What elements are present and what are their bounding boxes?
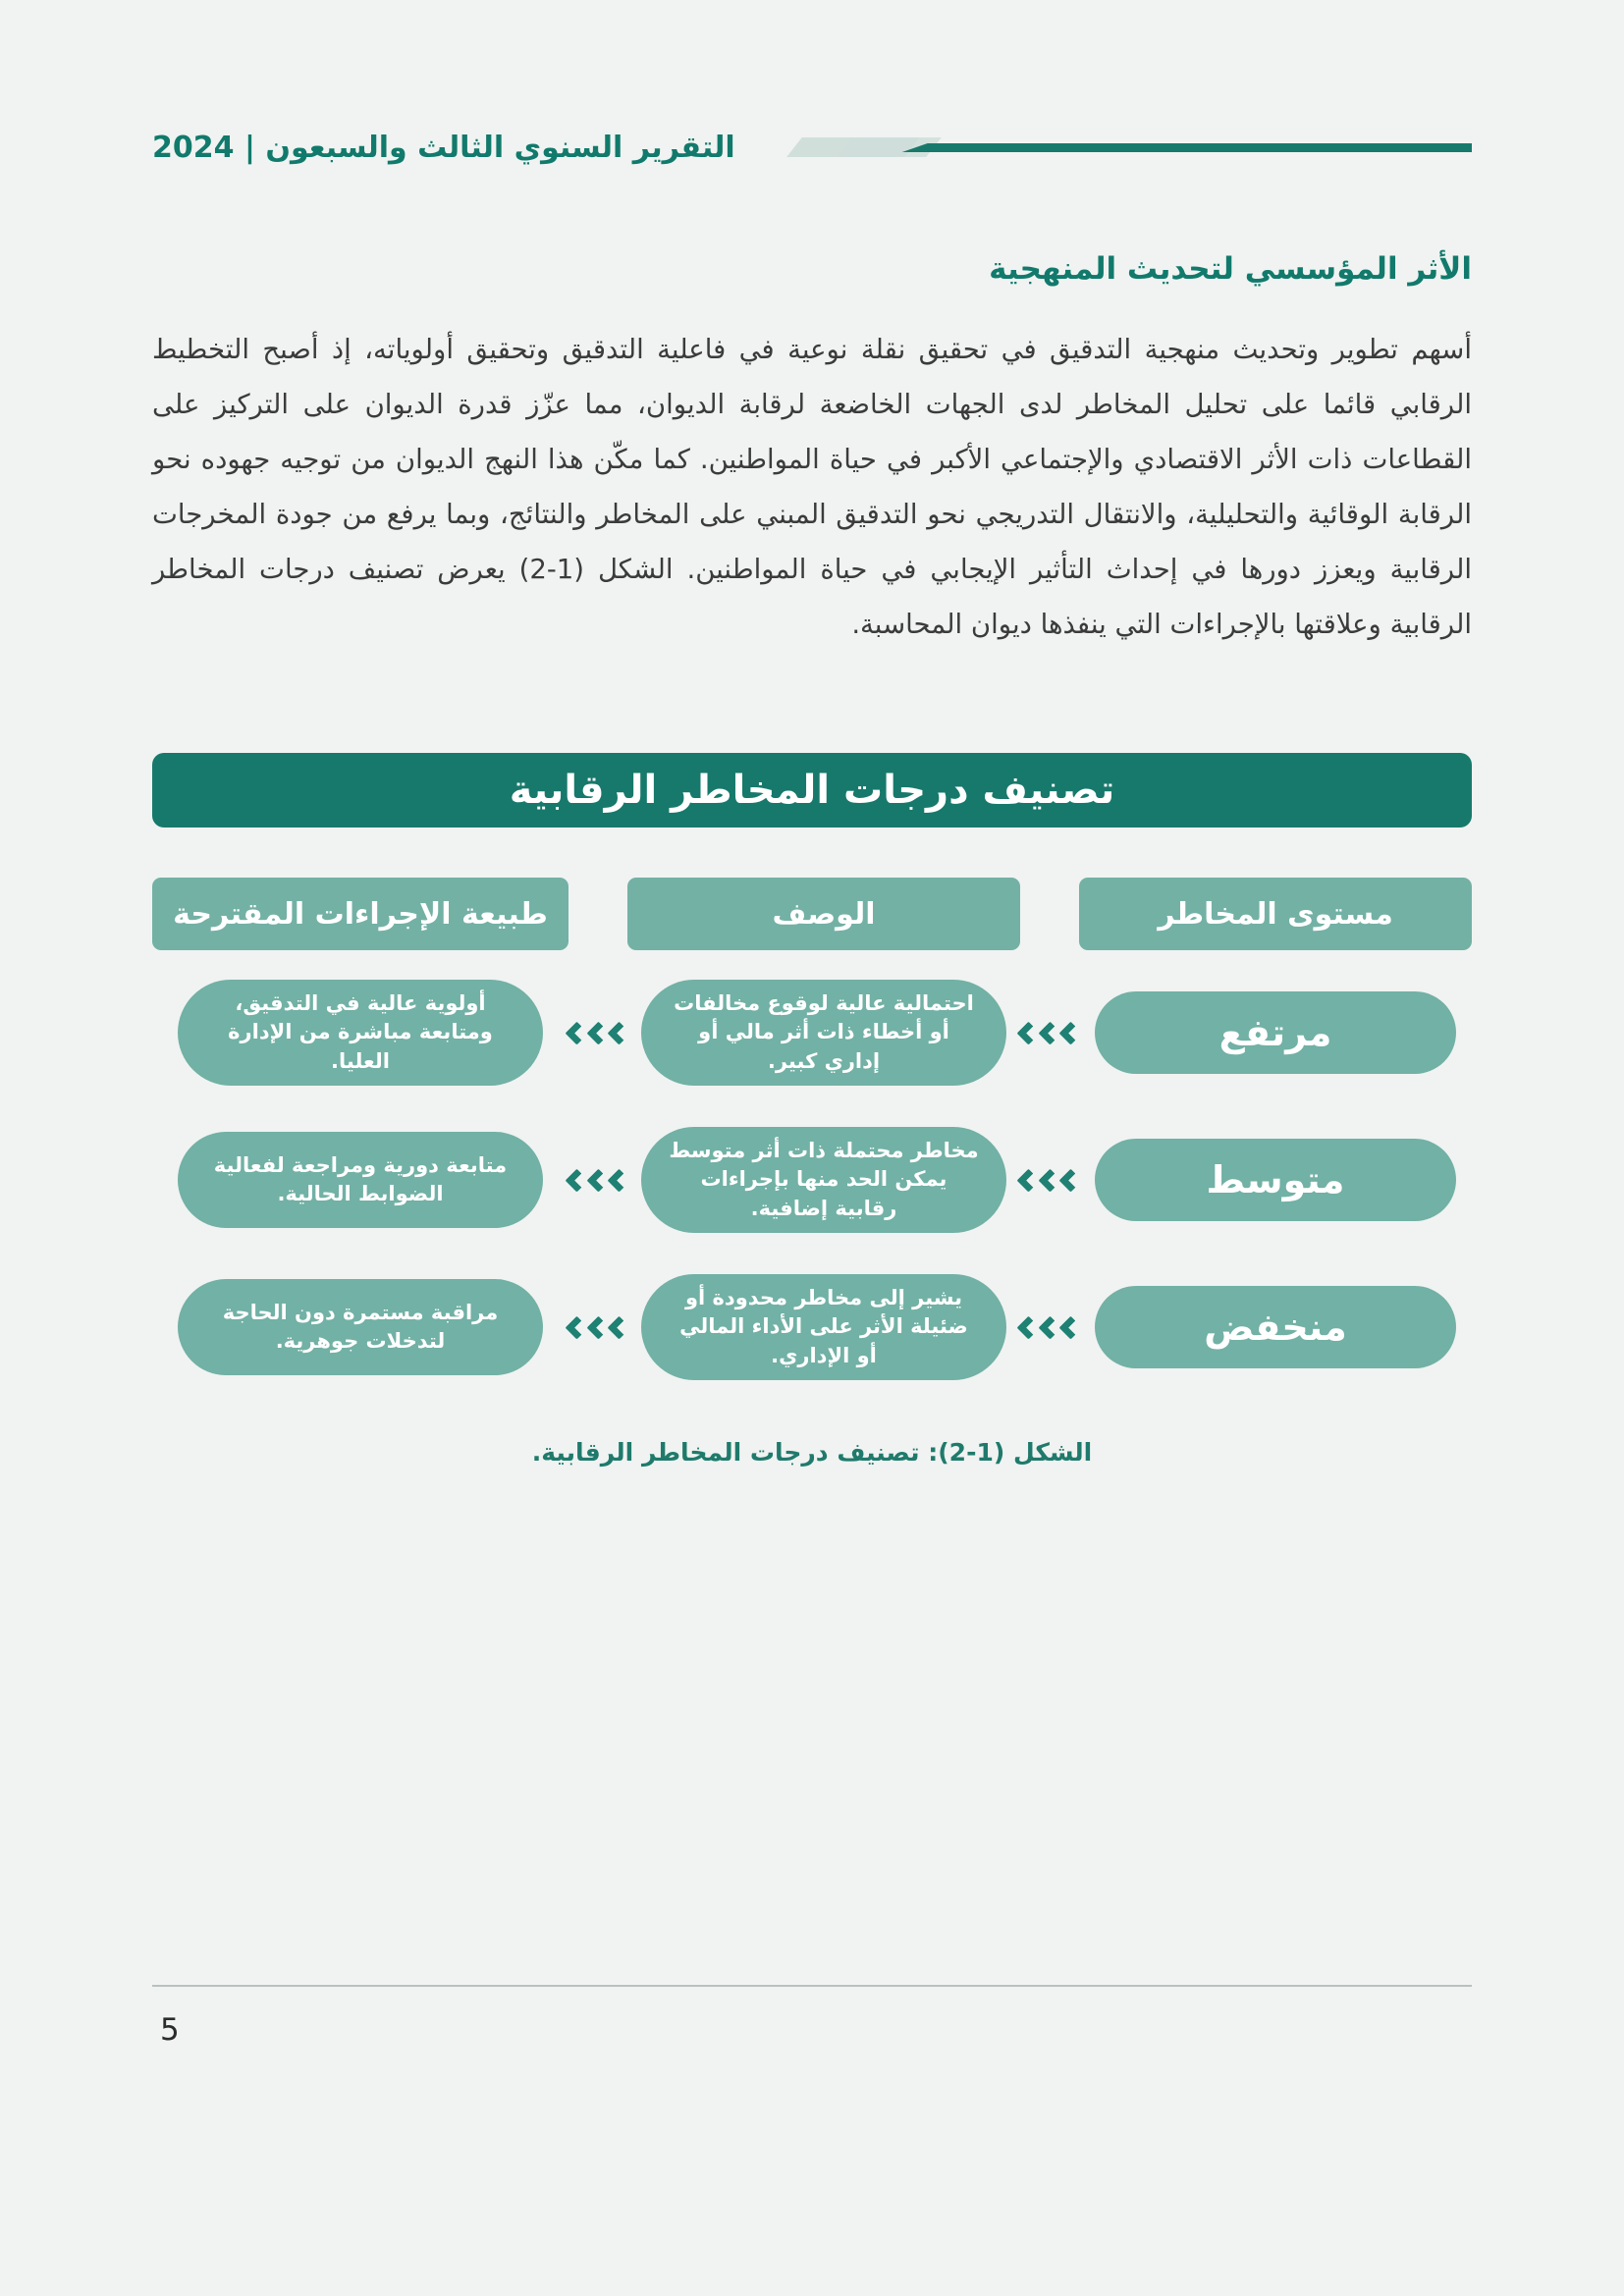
chevron-left-icon (1016, 1315, 1040, 1339)
column-header-description: الوصف (627, 878, 1020, 950)
column-header-risk-level: مستوى المخاطر (1079, 878, 1472, 950)
risk-action-pill: أولوية عالية في التدقيق، ومتابعة مباشرة من الإدارة العليا. (178, 980, 543, 1086)
risk-classification-figure (152, 753, 1472, 1519)
risk-description-pill: يشير إلى مخاطر محدودة أو ضئيلة الأثر على الأداء المالي أو الإداري. (641, 1274, 1006, 1380)
chevron-left-icon (586, 1315, 610, 1339)
risk-description-pill: احتمالية عالية لوقوع مخالفات أو أخطاء ذات أثر مالي أو إداري كبير. (641, 980, 1006, 1086)
chevron-left-icon (586, 1168, 610, 1192)
chevron-left-icon (565, 1315, 588, 1339)
triple-chevron-left-icon (568, 1319, 627, 1336)
chevron-left-icon (1038, 1021, 1061, 1044)
chevron-left-icon (608, 1021, 631, 1044)
chevron-left-icon (586, 1021, 610, 1044)
column-header-proposed-actions: طبيعة الإجراءات المقترحة (152, 878, 568, 950)
chevron-left-icon (1038, 1168, 1061, 1192)
chevron-left-icon (1016, 1021, 1040, 1044)
triple-chevron-left-icon (1020, 1025, 1079, 1041)
chevron-left-icon (1059, 1021, 1083, 1044)
triple-chevron-left-icon (1020, 1319, 1079, 1336)
section-heading: الأثر المؤسسي لتحديث المنهجية (989, 251, 1472, 287)
triple-chevron-left-icon (1020, 1172, 1079, 1189)
chevron-left-icon (608, 1168, 631, 1192)
footer-rule (152, 1985, 1472, 1987)
risk-row-medium (152, 1121, 1472, 1239)
chevron-left-icon (565, 1021, 588, 1044)
column-header-row (152, 878, 1472, 950)
chevron-left-icon (1059, 1168, 1083, 1192)
report-title: التقرير السنوي الثالث والسبعون | 2024 (152, 130, 735, 165)
risk-level-pill: متوسط (1095, 1139, 1456, 1221)
chevron-left-icon (1059, 1315, 1083, 1339)
header-rule (902, 143, 1472, 152)
figure-caption: الشكل (1-2): تصنيف درجات المخاطر الرقابية. (531, 1438, 1093, 1467)
header-divider-decoration (794, 134, 1472, 160)
risk-level-pill: منخفض (1095, 1286, 1456, 1368)
chevron-left-icon (1038, 1315, 1061, 1339)
triple-chevron-left-icon (568, 1025, 627, 1041)
risk-action-pill: مراقبة مستمرة دون الحاجة لتدخلات جوهرية. (178, 1279, 543, 1375)
report-header (152, 128, 1472, 167)
risk-description-pill: مخاطر محتملة ذات أثر متوسط يمكن الحد منها بإجراءات رقابية إضافية. (641, 1127, 1006, 1233)
page-number: 5 (160, 2012, 180, 2048)
risk-row-low (152, 1268, 1472, 1386)
risk-row-high (152, 974, 1472, 1092)
risk-level-pill: مرتفع (1095, 991, 1456, 1074)
triple-chevron-left-icon (568, 1172, 627, 1189)
chevron-left-icon (1016, 1168, 1040, 1192)
figure-title-banner: تصنيف درجات المخاطر الرقابية (152, 753, 1472, 828)
risk-action-pill: متابعة دورية ومراجعة لفعالية الضوابط الحالية. (178, 1132, 543, 1228)
chevron-left-icon (565, 1168, 588, 1192)
body-paragraph: أسهم تطوير وتحديث منهجية التدقيق في تحقيق نقلة نوعية في فاعلية التدقيق وتحقيق أولوياته، إذ أصبح التخطيط الرقابي قائما على تحليل المخاطر لدى الجهات الخاضعة لرقابة الديوان، مما عزّز قدرة الديوان على التركيز على القطاعات ذات الأثر الاقتصادي والإجتماعي الأكبر في حياة المواطنين. كما مكّن هذا النهج الديوان من توجيه جهوده نحو الرقابة الوقائية والتحليلية، والانتقال التدريجي نحو التدقيق المبني على المخاطر والنتائج، وبما يرفع من جودة المخرجات الرقابية ويعزز دورها في إحداث التأثير الإيجابي في حياة المواطنين. الشكل (1-2) يعرض تصنيف درجات المخاطر الرقابية وعلاقتها بالإجراءات التي ينفذها ديوان المحاسبة. (152, 334, 1472, 640)
chevron-left-icon (608, 1315, 631, 1339)
